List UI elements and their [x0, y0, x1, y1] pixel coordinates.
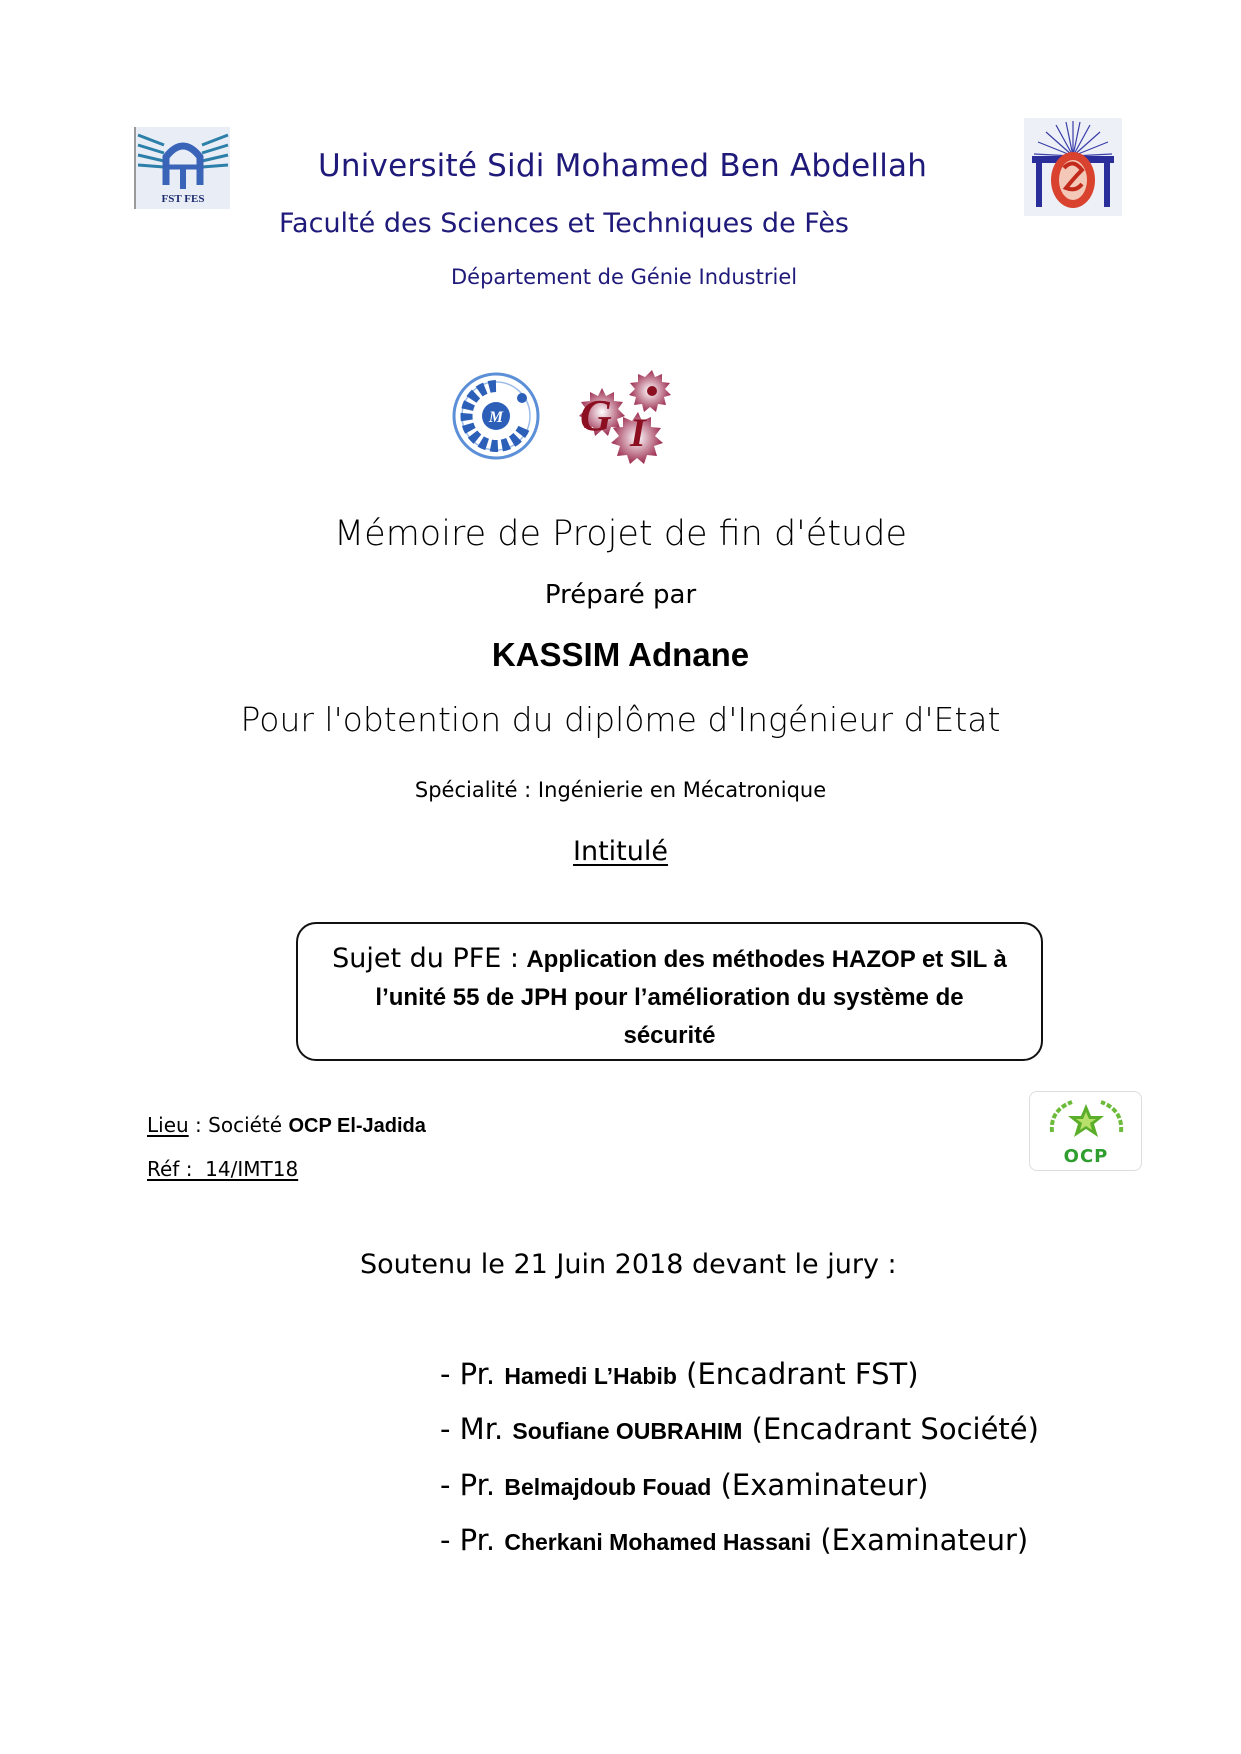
defense-statement: Soutenu le 21 Juin 2018 devant le jury : — [360, 1249, 897, 1280]
document-title: Mémoire de Projet de fin d'étude — [333, 514, 907, 554]
jury-role: (Encadrant FST) — [686, 1357, 919, 1391]
subject-box — [296, 922, 1043, 1061]
subject-text-2: l’unité 55 de JPH pour l’amélioration du système de — [375, 984, 964, 1011]
place-label: Lieu — [147, 1113, 189, 1137]
genie-industriel-logo — [572, 366, 680, 466]
place-value: OCP El-Jadida — [288, 1115, 426, 1137]
intitule-heading: Intitulé — [573, 836, 668, 867]
svg-text:M: M — [488, 409, 504, 426]
jury-name: Hamedi L’Habib — [504, 1363, 677, 1389]
specialty: Spécialité : Ingénierie en Mécatronique — [414, 778, 827, 802]
svg-text:I: I — [630, 410, 646, 455]
gear-icon — [450, 372, 542, 460]
jury-member — [440, 1523, 1028, 1557]
ocp-logo — [1029, 1091, 1142, 1171]
jury-prefix: - Mr. — [440, 1412, 513, 1446]
svg-text:OCP: OCP — [1063, 1146, 1109, 1167]
fst-fes-caption: FST FES — [161, 193, 205, 205]
mecatronique-logo — [450, 372, 542, 460]
university-name: Université Sidi Mohamed Ben Abdellah — [318, 148, 928, 184]
subject-text-1: Application des méthodes HAZOP et SIL à — [526, 946, 1007, 973]
jury-name: Belmajdoub Fouad — [504, 1474, 712, 1500]
jury-prefix: - Pr. — [440, 1357, 505, 1391]
degree-purpose: Pour l'obtention du diplôme d'Ingénieur d'Etat — [240, 700, 1001, 739]
prepared-by-label: Préparé par — [544, 580, 697, 610]
subject-label: Sujet du PFE : — [332, 943, 520, 974]
svg-text:G: G — [580, 391, 612, 440]
author-name: KASSIM Adnane — [491, 636, 750, 673]
department-name: Département de Génie Industriel — [451, 265, 798, 289]
subject-text-3: sécurité — [623, 1022, 716, 1049]
jury-role: (Examinateur) — [820, 1523, 1029, 1557]
reference-line — [147, 1157, 298, 1181]
place-separator: : Société — [188, 1113, 289, 1137]
jury-prefix: - Pr. — [440, 1468, 505, 1502]
jury-role: (Examinateur) — [720, 1468, 929, 1502]
jury-member — [440, 1468, 928, 1502]
jury-name: Cherkani Mohamed Hassani — [504, 1529, 812, 1555]
jury-member — [440, 1412, 1039, 1446]
usmba-logo — [1024, 118, 1122, 216]
jury-prefix: - Pr. — [440, 1523, 505, 1557]
intitule-heading-wrap — [0, 836, 1241, 867]
ocp-star-icon — [1030, 1092, 1143, 1172]
gi-gears-icon — [572, 366, 680, 466]
faculty-name: Faculté des Sciences et Techniques de Fès — [279, 208, 849, 239]
jury-member — [440, 1357, 919, 1391]
fst-fes-logo — [134, 127, 228, 209]
place-line — [147, 1113, 426, 1138]
jury-role: (Encadrant Société) — [751, 1412, 1039, 1446]
subject-line-1 — [316, 940, 1023, 979]
usmba-emblem-icon — [1024, 118, 1122, 216]
reference-text: Réf : 14/IMT18 — [147, 1157, 299, 1181]
jury-name: Soufiane OUBRAHIM — [512, 1418, 743, 1444]
